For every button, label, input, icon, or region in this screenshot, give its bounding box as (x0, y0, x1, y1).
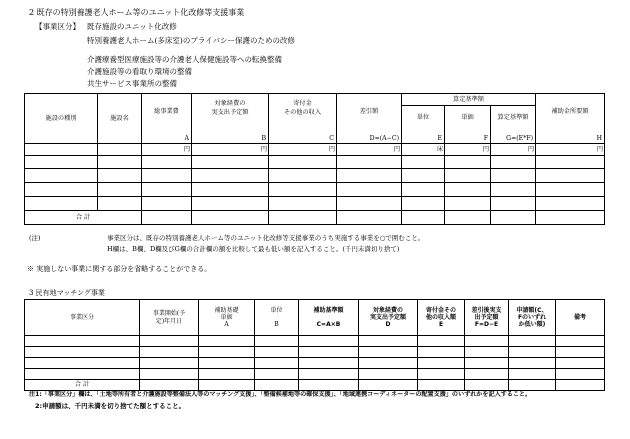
table-row[interactable] (25, 358, 605, 369)
header-subsidy: 補助金所要額 H (536, 94, 605, 144)
table-row[interactable] (25, 169, 605, 183)
section2-title: 2 既存の特別養護老人ホーム等のユニット化改修等支援事業 (29, 8, 245, 17)
header-base-unit-price: 補助基礎 単価 A (199, 300, 255, 336)
table-row[interactable] (25, 156, 605, 169)
header-application-amount: 申請額(C、 Fのいずれ か低い額) (509, 300, 556, 336)
note-line: H欄は、B欄、D欄及びG欄の合計欄の額を比較して最も低い額を記入すること。(千円未満切り捨て) (107, 245, 400, 253)
header-standard-amount: 算定基準額 G=(E*F) (491, 106, 536, 144)
header-donation: 寄付金その 他の収入額 E (418, 300, 465, 336)
header-total-cost: 総事業費 A (142, 94, 192, 144)
header-facility-name: 施設名 (98, 94, 142, 144)
category-item[interactable]: 共生サービス事業所の整備 (87, 79, 177, 88)
units-row: 円 円 円 円 床 円 円 円 (25, 144, 605, 156)
table-row[interactable] (25, 183, 605, 197)
header-unit-price: 単価 F (445, 106, 491, 144)
table-row[interactable] (25, 336, 605, 347)
section3-title: 3 民有地マッチング事業 (29, 289, 105, 297)
category-item[interactable]: 既存施設のユニット化改修 (87, 22, 177, 31)
matching-table-section3 (24, 299, 605, 391)
note-line: 事業区分は、既存の特別養護老人ホーム等のユニット化改修等支援事業のうち実施する事業を○で囲むこと。 (107, 234, 425, 242)
note-line: 注1:「事業区分」欄は、「土地等所有者と介護施設等整備法人等のマッチング支援」、「整備候補地等の確保支援」、「地域連携コーディネーターの配置支援」のいずれかを記入すること。 (29, 391, 532, 398)
category-item[interactable]: 特別養護老人ホーム(多床室)のプライバシー保護のための改修 (87, 36, 295, 45)
table-row[interactable] (25, 197, 605, 211)
omit-note: ※ 実施しない事業に関する部分を省略することができる。 (27, 265, 212, 273)
header-facility-type: 施設の種別 (25, 94, 98, 144)
category-label: 【事業区分】 (35, 22, 80, 31)
header-standard-amount: 補助基準額 C=A×B (299, 300, 359, 336)
header-category: 事業区分 (25, 300, 140, 336)
header-net-amount: 差引後実支 出予定額 F=D−E (465, 300, 509, 336)
total-row[interactable] (25, 211, 605, 225)
subsidy-table-section2 (24, 93, 605, 225)
table-row[interactable] (25, 369, 605, 380)
header-remarks: 備考 (556, 300, 605, 336)
category-item[interactable]: 介護療養型医療施設等の介護老人保健施設等への転換整備 (87, 55, 282, 64)
note-line: 2:申請額は、千円未満を切り捨てた額とすること。 (35, 402, 186, 410)
total-label: 合 計 (25, 211, 142, 225)
header-target-cost: 対象経費の 実支出予定額 B (192, 94, 269, 144)
table-row[interactable] (25, 347, 605, 358)
header-start-date: 事業開始(予 定)年月日 (140, 300, 199, 336)
header-target-cost: 対象経費の 実支出予定額 D (359, 300, 418, 336)
header-donation: 寄付金 その他の収入 C (269, 94, 337, 144)
total-label: 合 計 (25, 380, 140, 391)
header-standard-group: 算定基準額 (402, 94, 536, 106)
header-unit: 単位 E (402, 106, 445, 144)
note-label: (注) (29, 234, 41, 242)
total-row[interactable] (25, 380, 605, 391)
category-item[interactable]: 介護施設等の看取り環境の整備 (87, 67, 192, 76)
header-net: 差引額 D=(A−C) (337, 94, 402, 144)
header-unit: 単位 B (255, 300, 299, 336)
